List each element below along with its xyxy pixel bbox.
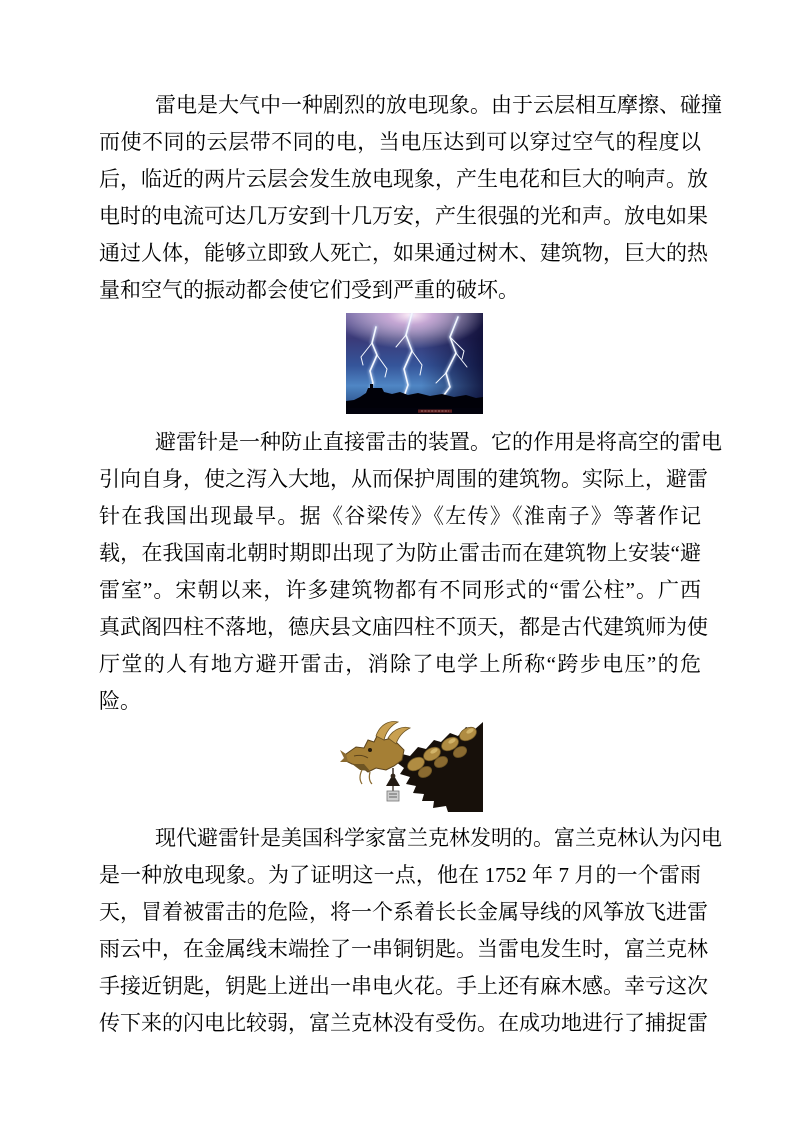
text-line: 针在我国出现最早。据《谷梁传》《左传》《淮南子》等著作记: [99, 504, 701, 528]
text-line: 量和空气的振动都会使它们受到严重的破坏。: [99, 278, 519, 302]
lightning-storm-photo-art: [346, 313, 483, 414]
text-line: 雨云中，在金属线末端拴了一串铜钥匙。当雷电发生时，富兰克林: [99, 937, 708, 961]
text-line: 通过人体，能够立即致人死亡，如果通过树木、建筑物，巨大的热: [99, 241, 708, 265]
text-line: 是一种放电现象。为了证明这一点，他在 1752 年 7 月的一个雷雨: [99, 863, 701, 887]
text-line: 引向自身，使之泻入大地，从而保护周围的建筑物。实际上，避雷: [99, 467, 708, 491]
paragraph-lightning-intro: [99, 87, 722, 309]
text-line: 天，冒着被雷击的危险，将一个系着长长金属导线的风筝放飞进雷: [99, 900, 708, 924]
text-line: 雷电是大气中一种剧烈的放电现象。由于云层相互摩擦、碰撞: [155, 93, 722, 117]
dragon-roof-ornament-photo: [340, 714, 483, 812]
text-line: 载，在我国南北朝时期即出现了为防止雷击而在建筑物上安装“避: [99, 541, 701, 565]
text-line: 后，临近的两片云层会发生放电现象，产生电花和巨大的响声。放: [99, 167, 708, 191]
text-line: 电时的电流可达几万安到十几万安，产生很强的光和声。放电如果: [99, 204, 708, 228]
paragraph-lightning-rod-history: [99, 424, 722, 720]
text-line: 手接近钥匙，钥匙上迸出一串电火花。手上还有麻木感。幸亏这次: [99, 974, 708, 998]
paragraph-franklin-experiment: [99, 820, 722, 1042]
text-line: 险。: [99, 689, 141, 713]
lightning-storm-photo: [346, 313, 483, 414]
text-line: 而使不同的云层带不同的电，当电压达到可以穿过空气的程度以: [99, 130, 701, 154]
text-line: 真武阁四柱不落地，德庆县文庙四柱不顶天，都是古代建筑师为使: [99, 615, 708, 639]
dragon-roof-ornament-art: [340, 714, 483, 812]
text-line: 雷室”。宋朝以来，许多建筑物都有不同形式的“雷公柱”。广西: [99, 578, 701, 602]
text-line: 避雷针是一种防止直接雷击的装置。它的作用是将高空的雷电: [155, 430, 722, 454]
text-line: 现代避雷针是美国科学家富兰克林发明的。富兰克林认为闪电: [155, 826, 722, 850]
text-line: 厅堂的人有地方避开雷击，消除了电学上所称“跨步电压”的危: [99, 652, 701, 676]
text-line: 传下来的闪电比较弱，富兰克林没有受伤。在成功地进行了捕捉雷: [99, 1011, 708, 1035]
